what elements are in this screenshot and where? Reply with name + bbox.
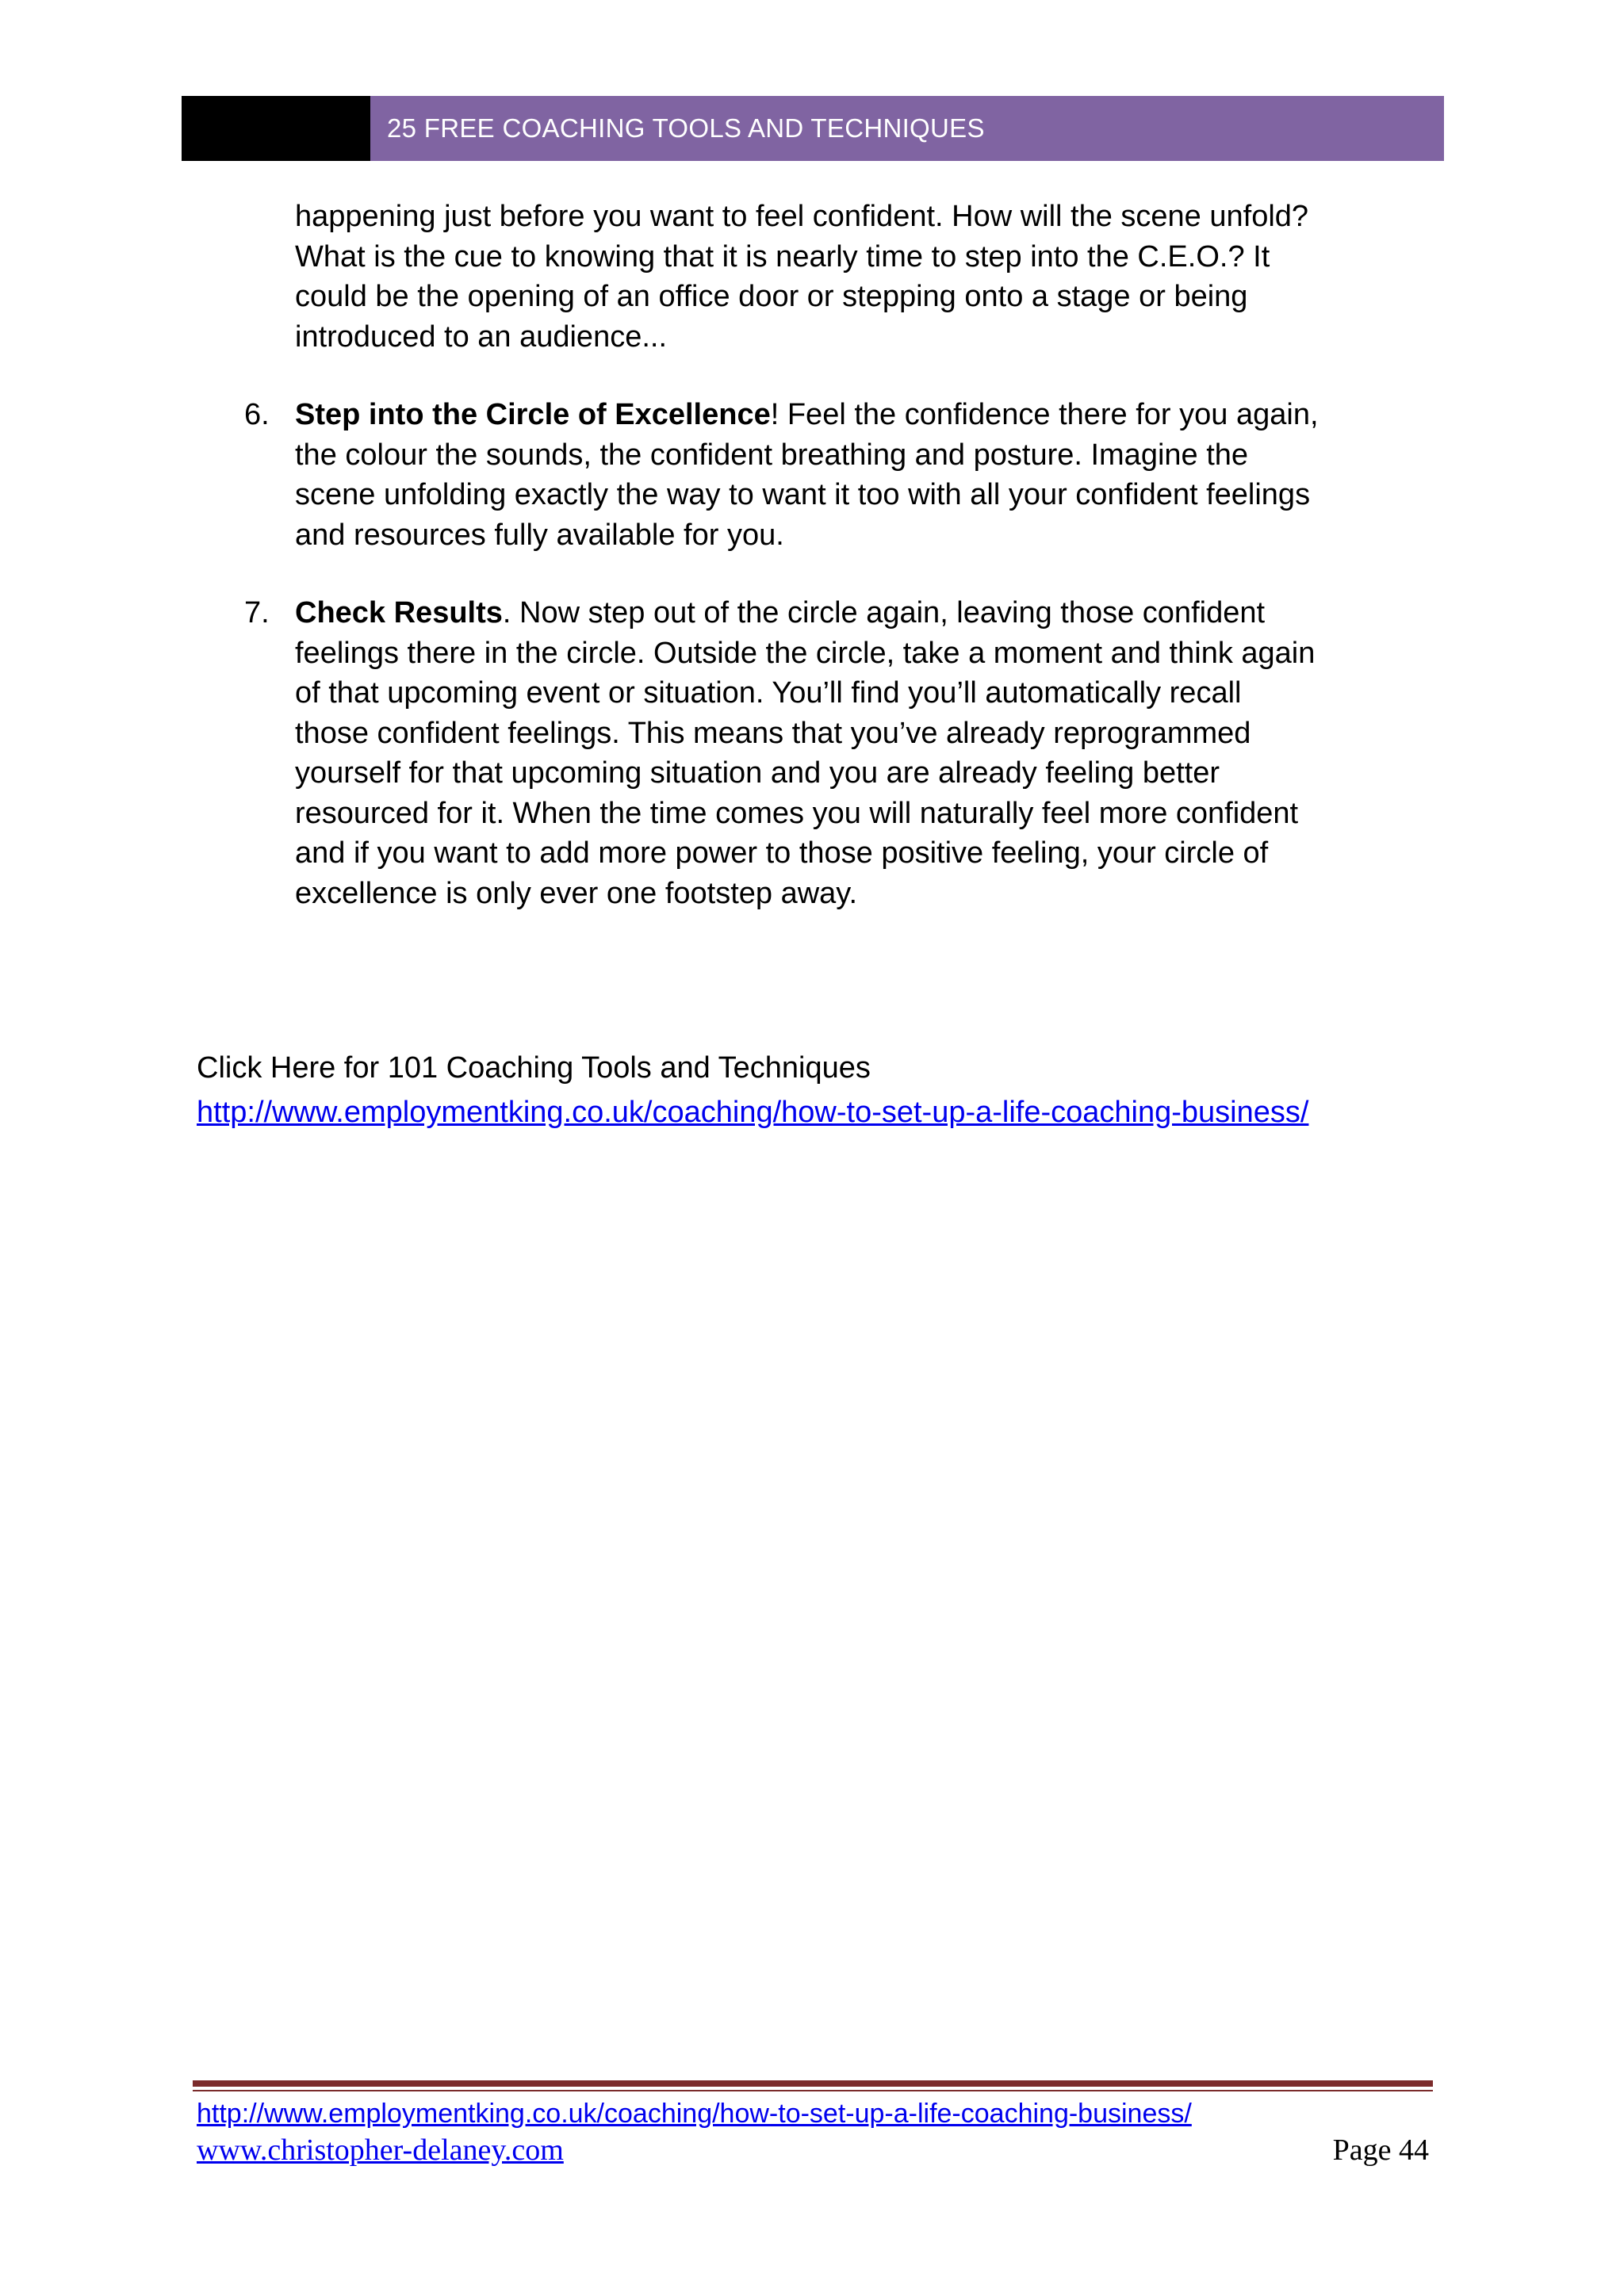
cta-text: Click Here for 101 Coaching Tools and Techniques (197, 1051, 871, 1085)
text-line: of that upcoming event or situation. You’ll find you’ll automatically recall (295, 676, 1242, 710)
continuation-paragraph (295, 197, 1350, 357)
step-7-title: Check Results (295, 596, 503, 629)
text-line: yourself for that upcoming situation and you are already feeling better (295, 756, 1220, 790)
step-7-paragraph (295, 593, 1350, 913)
step-6-paragraph (295, 395, 1350, 555)
list-number-6: 6. (244, 398, 270, 431)
text-line: excellence is only ever one footstep away. (295, 876, 858, 910)
page-header (182, 96, 1444, 161)
text-line: introduced to an audience... (295, 320, 668, 354)
text-line (295, 593, 1350, 633)
step-7-title-suffix: . Now step out of the circle again, leaving those confident (502, 596, 1266, 629)
header-black-block (182, 96, 370, 161)
step-6-title-suffix: ! Feel the confidence there for you again, (770, 398, 1319, 431)
text-line: could be the opening of an office door or stepping onto a stage or being (295, 280, 1248, 313)
text-line: the colour the sounds, the confident breathing and posture. Imagine the (295, 438, 1249, 472)
footer-employmentking-link[interactable]: http://www.employmentking.co.uk/coaching/how-to-set-up-a-life-coaching-business/ (197, 2099, 1192, 2129)
text-line: and if you want to add more power to those positive feeling, your circle of (295, 836, 1269, 870)
footer-divider (193, 2080, 1433, 2087)
footer-christopher-delaney-link[interactable]: www.christopher-delaney.com (197, 2133, 564, 2167)
text-line: those confident feelings. This means that you’ve already reprogrammed (295, 716, 1251, 750)
text-line: happening just before you want to feel confident. How will the scene unfold? (295, 200, 1309, 233)
header-title-band (370, 96, 1444, 161)
text-line: scene unfolding exactly the way to want it too with all your confident feelings (295, 478, 1311, 511)
list-number-7: 7. (244, 596, 270, 629)
footer-divider-thin (193, 2090, 1433, 2091)
step-6-title: Step into the Circle of Excellence (295, 398, 771, 431)
text-line (295, 395, 1350, 435)
page-number: Page 44 (1332, 2133, 1429, 2167)
text-line: resourced for it. When the time comes you will naturally feel more confident (295, 796, 1299, 830)
text-line: and resources fully available for you. (295, 518, 784, 552)
text-line: What is the cue to knowing that it is nearly time to step into the C.E.O.? It (295, 239, 1270, 274)
cta-link[interactable]: http://www.employmentking.co.uk/coaching/how-to-set-up-a-life-coaching-business/ (197, 1096, 1309, 1129)
header-title: 25 FREE COACHING TOOLS AND TECHNIQUES (387, 113, 985, 143)
text-line: feelings there in the circle. Outside the circle, take a moment and think again (295, 636, 1316, 670)
